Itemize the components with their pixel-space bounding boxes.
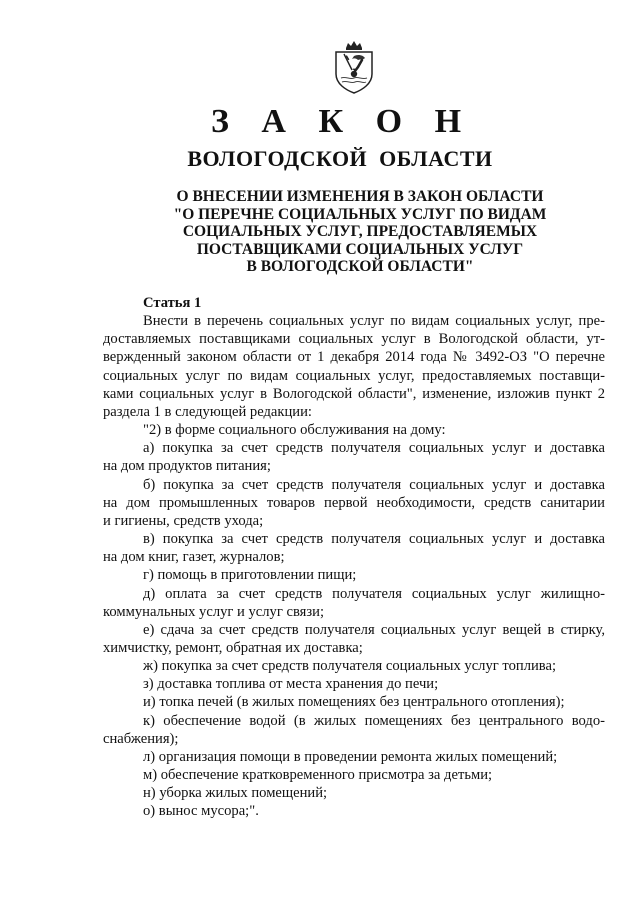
subtitle-line: СОЦИАЛЬНЫХ УСЛУГ, ПРЕДОСТАВЛЯЕМЫХ: [182, 223, 538, 241]
law-subtitle: [150, 188, 570, 276]
subtitle-line: ПОСТАВЩИКАМИ СОЦИАЛЬНЫХ УСЛУГ: [196, 240, 524, 258]
article-line: снабжения);: [103, 730, 179, 747]
coat-of-arms-icon: [332, 40, 376, 94]
article-line: а) покупка за счет средств получателя социальных услуг и доставка: [143, 440, 605, 457]
article-line: Внести в перечень социальных услуг по видам социальных услуг, пре-: [143, 313, 605, 330]
article-line: л) организация помощи в проведении ремонта жилых помещений;: [143, 748, 558, 765]
article-line: "2) в форме социального обслуживания на дому:: [143, 422, 446, 439]
article-line: доставляемых поставщиками социальных услуг в Вологодской области, ут-: [103, 331, 605, 348]
article-line: химчистку, ремонт, обратная их доставка;: [103, 639, 363, 656]
article-line: д) оплата за счет средств получателя социальных услуг жилищно-: [143, 585, 605, 602]
article-line: е) сдача за счет средств получателя социальных услуг вещей в стирку,: [143, 621, 605, 638]
article-text: [103, 312, 605, 820]
region-title: ВОЛОГОДСКОЙ ОБЛАСТИ: [187, 146, 493, 171]
article-line: на дом книг, газет, журналов;: [103, 549, 285, 566]
article-line: и гигиены, средств ухода;: [103, 512, 264, 529]
article-line: к) обеспечение водой (в жилых помещениях без центрального водо-: [143, 712, 605, 729]
article-body: [103, 294, 605, 821]
article-line: ж) покупка за счет средств получателя социальных услуг топлива;: [143, 658, 557, 675]
subtitle-line: "О ПЕРЕЧНЕ СОЦИАЛЬНЫХ УСЛУГ ПО ВИДАМ: [173, 205, 547, 223]
article-heading: Статья 1: [143, 295, 202, 311]
article-line: на дом продуктов питания;: [103, 458, 271, 475]
law-title: З А К О Н: [210, 103, 474, 140]
article-line: б) покупка за счет средств получателя социальных услуг и доставка: [143, 476, 605, 493]
subtitle-line: В ВОЛОГОДСКОЙ ОБЛАСТИ": [246, 258, 474, 276]
article-line: социальных услуг по видам социальных услуг, предоставляемых поставщи-: [103, 367, 605, 384]
article-line: в) покупка за счет средств получателя социальных услуг и доставка: [143, 531, 605, 548]
subtitle-line: О ВНЕСЕНИИ ИЗМЕНЕНИЯ В ЗАКОН ОБЛАСТИ: [176, 188, 544, 205]
article-line: и) топка печей (в жилых помещениях без центрального отопления);: [143, 694, 565, 711]
article-line: раздела 1 в следующей редакции:: [103, 403, 312, 420]
article-line: на дом промышленных товаров первой необходимости, средств санитарии: [103, 494, 605, 511]
article-line: г) помощь в приготовлении пищи;: [143, 567, 357, 584]
article-line: ками социальных услуг в Вологодской области", изменение, изложив пункт 2: [103, 385, 605, 402]
article-line: м) обеспечение кратковременного присмотра за детьми;: [143, 767, 493, 784]
article-line: вержденный законом области от 1 декабря 2014 года № 3492-ОЗ "О перечне: [103, 349, 605, 366]
article-line: о) вынос мусора;".: [143, 803, 259, 820]
article-line: з) доставка топлива от места хранения до печи;: [143, 676, 439, 693]
article-line: коммунальных услуг и услуг связи;: [103, 603, 325, 620]
article-line: н) уборка жилых помещений;: [143, 785, 328, 802]
